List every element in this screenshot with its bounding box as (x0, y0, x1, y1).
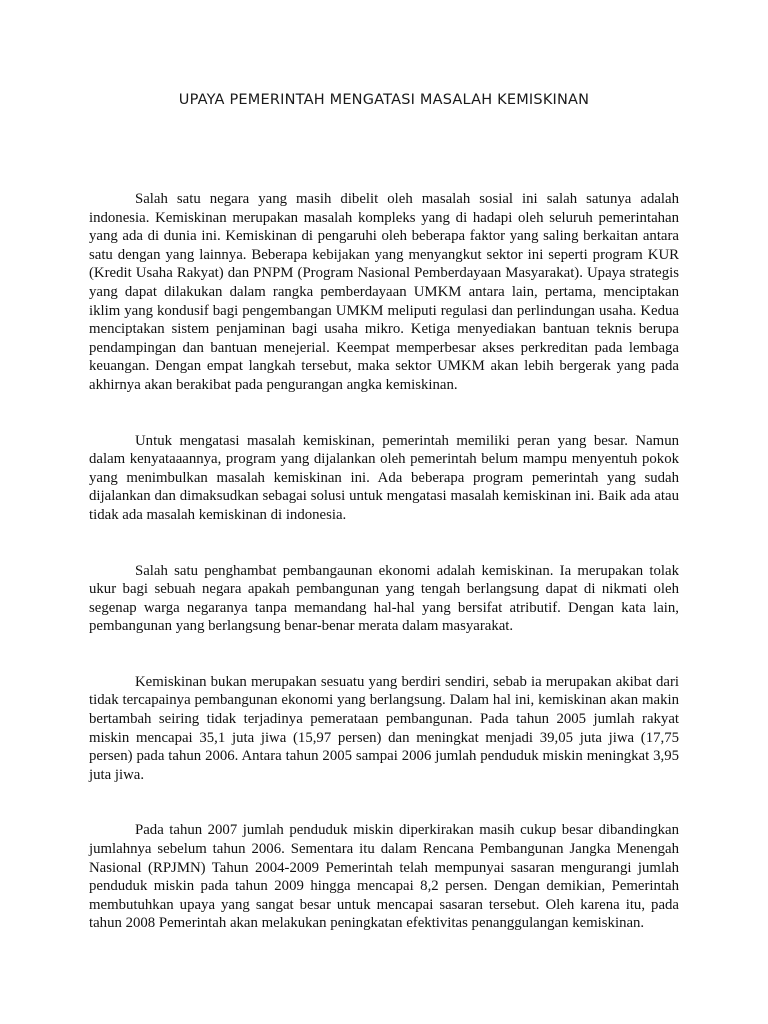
document-body (89, 190, 679, 970)
paragraph-4: Kemiskinan bukan merupakan sesuatu yang berdiri sendiri, sebab ia merupakan akibat dari tidak tercapainya pembangunan ekonomi yang berlangsung. Dalam hal ini, kemiskinan akan makin bertambah seiring tidak terjadinya pemerataan pembangunan. Pada tahun 2005 jumlah rakyat miskin mencapai 35,1 juta jiwa (15,97 persen) dan meningkat menjadi 39,05 juta jiwa (17,75 persen) pada tahun 2006. Antara tahun 2005 sampai 2006 jumlah penduduk miskin meningkat 3,95 juta jiwa. (89, 673, 679, 783)
paragraph-5: Pada tahun 2007 jumlah penduduk miskin diperkirakan masih cukup besar dibandingkan jumlahnya sebelum tahun 2006. Sementara itu dalam Rencana Pembangunan Jangka Menengah Nasional (RPJMN) Tahun 2004-2009 Pemerintah telah mempunyai sasaran mengurangi jumlah penduduk miskin pada tahun 2009 hingga mencapai 8,2 persen. Dengan demikian, Pemerintah membutuhkan upaya yang sangat besar untuk mencapai sasaran tersebut. Oleh karena itu, pada tahun 2008 Pemerintah akan melakukan peningkatan efektivitas penanggulangan kemiskinan. (89, 822, 679, 932)
paragraph-2: Untuk mengatasi masalah kemiskinan, pemerintah memiliki peran yang besar. Namun dalam kenyataaannya, program yang dijalankan oleh pemerintah belum mampu menyentuh pokok yang menimbulkan masalah kemiskinan ini. Ada beberapa program pemerintah yang sudah dijalankan dan dimaksudkan sebagai solusi untuk mengatasi masalah kemiskinan ini. Baik ada atau tidak ada masalah kemiskinan di indonesia. (89, 432, 679, 523)
document-title: UPAYA PEMERINTAH MENGATASI MASALAH KEMISKINAN (178, 92, 590, 108)
paragraph-1: Salah satu negara yang masih dibelit oleh masalah sosial ini salah satunya adalah indonesia. Kemiskinan merupakan masalah kompleks yang di hadapi oleh seluruh pemerintahan yang ada di dunia ini. Kemiskinan di pengaruhi oleh beberapa faktor yang saling berkaitan antara satu dengan yang lainnya. Beberapa kebijakan yang menyangkut sektor ini seperti program KUR (Kredit Usaha Rakyat) dan PNPM (Program Nasional Pemberdayaan Masyarakat). Upaya strategis yang dapat dilakukan dalam rangka pemberdayaan UMKM antara lain, pertama, menciptakan iklim yang kondusif bagi pengembangan UMKM meliputi regulasi dan perlindungan usaha. Kedua menciptakan sistem penjaminan bagi usaha mikro. Ketiga menyediakan bantuan teknis berupa pendampingan dan bantuan menejerial. Keempat memperbesar akses perkreditan pada lembaga keuangan. Dengan empat langkah tersebut, maka sektor UMKM akan lebih bergerak yang pada akhirnya akan berakibat pada pengurangan angka kemiskinan. (89, 191, 679, 393)
paragraph-3: Salah satu penghambat pembangaunan ekonomi adalah kemiskinan. Ia merupakan tolak ukur bagi sebuah negara apakah pembangunan yang tengah berlangsung dapat di nikmati oleh segenap warga negaranya tanpa memandang hal-hal yang bersifat atributif. Dengan kata lain, pembangunan yang berlangsung benar-benar merata dalam masyarakat. (89, 562, 679, 635)
